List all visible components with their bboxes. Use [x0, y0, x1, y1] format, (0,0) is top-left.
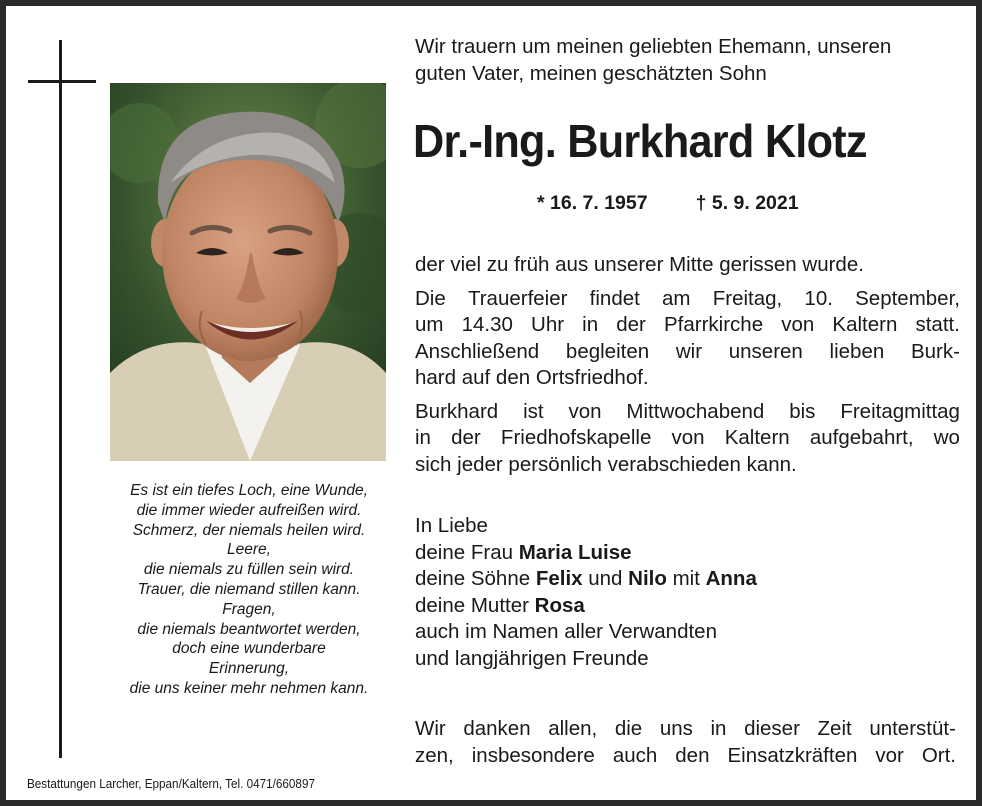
funeral-home-info: Bestattungen Larcher, Eppan/Kaltern, Tel. 0471/660897 [27, 776, 315, 791]
word: aufgebahrt, [809, 426, 914, 449]
family-text: deine Söhne [415, 567, 536, 590]
word: Einsatzkräften [727, 743, 858, 767]
family-line: auch im Namen aller Verwandten [415, 620, 717, 643]
cross-vertical-bar [59, 40, 62, 758]
family-line: In Liebe [415, 514, 488, 537]
word: 10. [804, 286, 833, 310]
word: wo [933, 426, 960, 449]
word: bis [789, 399, 816, 423]
word: Trauerfeier [467, 286, 568, 310]
intro-text [415, 34, 960, 87]
word: Burkhard [415, 399, 499, 423]
family-text: deine Frau [415, 540, 519, 564]
word: Anschließend [415, 339, 540, 363]
word: unterstüt- [869, 717, 956, 740]
portrait-photo [110, 83, 386, 461]
word: Freitagmittag [840, 399, 960, 423]
word: auch [612, 743, 658, 767]
word: lieben [829, 339, 885, 363]
text-line [415, 399, 960, 426]
word: um [415, 313, 444, 336]
birth-date: * 16. 7. 1957 [537, 192, 648, 214]
word: wir [675, 339, 703, 363]
word: der [451, 426, 481, 449]
word: sich jeder persönlich verabschieden kann. [415, 452, 797, 476]
paragraph-early-death [415, 252, 960, 279]
memorial-poem [104, 481, 394, 699]
word: den [675, 743, 710, 767]
spouse-name: Maria Luise [518, 540, 632, 564]
poem-line: Fragen, [222, 600, 276, 618]
poem-line: die niemals zu füllen sein wird. [143, 561, 355, 579]
word: ist [523, 399, 544, 423]
word: 14.30 [461, 313, 513, 336]
son-name: Felix [535, 567, 583, 590]
word: Burk- [910, 339, 960, 363]
announcement-body [415, 252, 960, 485]
paragraph-funeral-service [415, 286, 960, 392]
cross-horizontal-bar [28, 80, 96, 83]
word: Wir [415, 717, 446, 740]
text-line [415, 452, 960, 479]
word: uns [659, 717, 693, 740]
word: der [616, 313, 646, 336]
deceased-name: Dr.-Ing. Burkhard Klotz [413, 115, 867, 167]
word: allen, [548, 717, 598, 740]
word: Zeit [817, 717, 852, 740]
text-line [415, 339, 960, 366]
poem-line: die uns keiner mehr nehmen kann. [129, 679, 369, 697]
word: von [671, 426, 705, 449]
poem-line: Leere, [227, 541, 271, 559]
text-line [415, 252, 960, 279]
poem-line: Schmerz, der niemals heilen wird. [132, 521, 366, 539]
text-line [415, 425, 960, 452]
word: die [614, 717, 643, 740]
intro-line: guten Vater, meinen geschätzten Sohn [415, 61, 767, 85]
word: Ort. [921, 743, 956, 767]
life-dates [537, 192, 799, 215]
text-line [415, 365, 960, 392]
thanks-text [415, 716, 956, 769]
poem-line: Erinnerung, [208, 660, 290, 678]
poem-line: Trauer, die niemand stillen kann. [137, 580, 361, 598]
family-line [415, 593, 960, 620]
word: unseren [728, 339, 803, 363]
word: vor [875, 743, 904, 767]
partner-name: Anna [705, 567, 757, 590]
word: von [781, 313, 815, 336]
son-name: Nilo [628, 567, 667, 590]
word: der viel zu früh aus unserer Mitte gerissen wurde. [415, 253, 864, 276]
word: findet [589, 286, 640, 310]
poem-line: die immer wieder aufreißen wird. [136, 501, 362, 519]
intro-line: Wir trauern um meinen geliebten Ehemann, unseren [415, 35, 892, 58]
family-line [415, 566, 960, 593]
word: begleiten [565, 339, 650, 363]
word: insbesondere [471, 743, 595, 767]
family-line [415, 540, 960, 567]
text-line [415, 743, 956, 770]
poem-line: die niemals beantwortet werden, [137, 620, 361, 638]
word: Kaltern [724, 426, 790, 449]
family-signatures [415, 513, 960, 672]
word: Friedhofskapelle [500, 426, 652, 449]
text-line [415, 312, 960, 339]
family-text: deine Mutter [415, 593, 535, 617]
family-text: mit [666, 567, 706, 590]
text-line [415, 286, 960, 313]
mother-name: Rosa [534, 593, 585, 617]
word: in [582, 313, 599, 336]
word: zen, [415, 743, 454, 767]
word: in [710, 717, 727, 740]
family-line: und langjährigen Freunde [415, 646, 649, 670]
family-text: und [582, 567, 629, 590]
death-date: † 5. 9. 2021 [695, 192, 799, 214]
word: Pfarrkirche [664, 313, 764, 336]
word: danken [463, 717, 531, 740]
text-line [415, 716, 956, 743]
word: statt. [915, 313, 960, 336]
word: in [415, 426, 431, 449]
word: von [568, 399, 602, 423]
word: hard auf den Ortsfriedhof. [415, 366, 649, 389]
poem-line: doch eine wunderbare [172, 640, 326, 658]
word: Freitag, [712, 286, 783, 310]
word: am [662, 286, 691, 310]
word: Mittwochabend [626, 399, 765, 423]
word: dieser [744, 717, 800, 740]
word: Uhr [531, 313, 565, 336]
poem-line: Es ist ein tiefes Loch, eine Wunde, [130, 482, 368, 499]
word: Die [415, 286, 446, 310]
paragraph-viewing [415, 399, 960, 479]
word: September, [855, 286, 960, 310]
word: Kaltern [832, 313, 898, 336]
